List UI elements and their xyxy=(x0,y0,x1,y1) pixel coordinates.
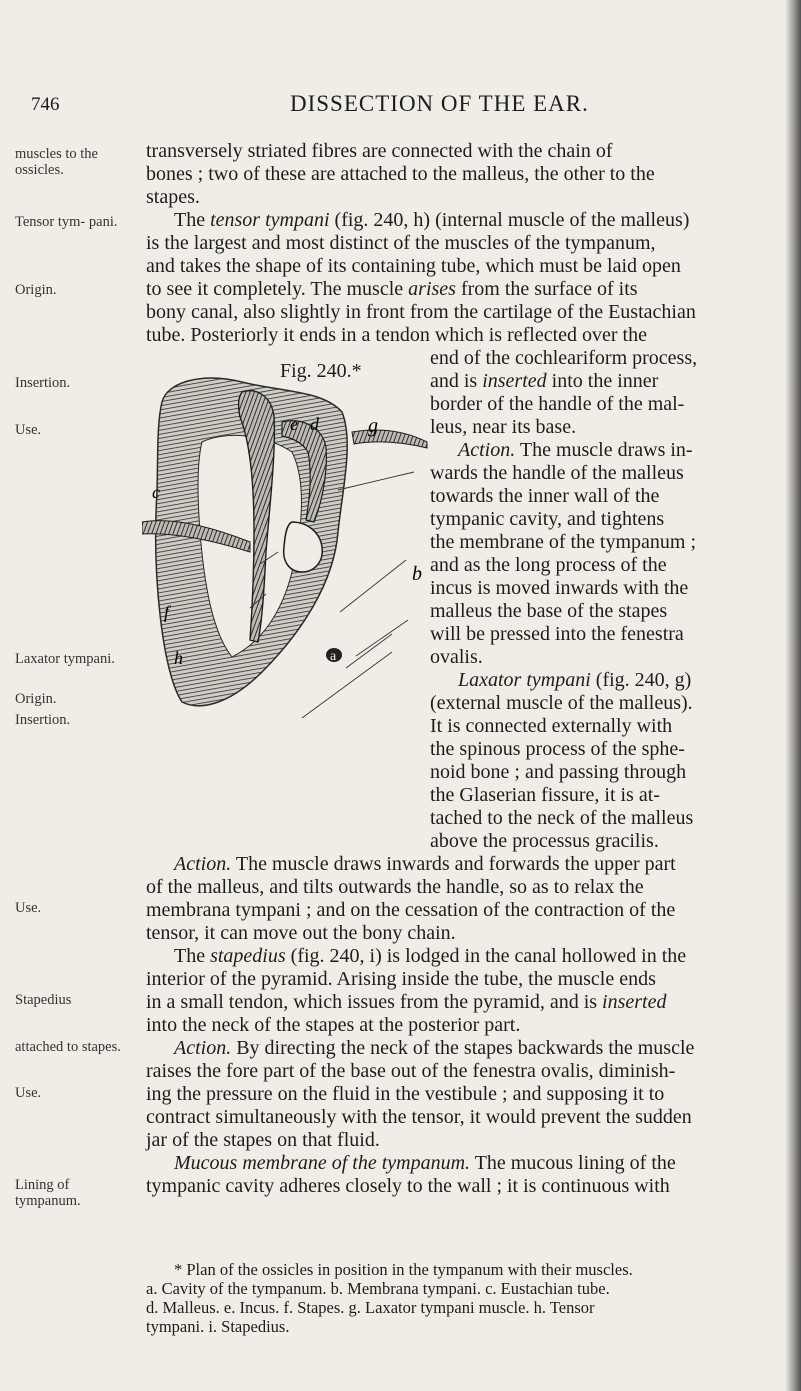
text-line: and as the long process of the xyxy=(430,554,667,576)
margin-note-insertion: Insertion. xyxy=(15,375,71,391)
body-text-bottom xyxy=(146,853,784,1198)
body-text-beside-figure xyxy=(430,347,784,853)
body-text-top xyxy=(146,140,784,347)
text-line: into the neck of the stapes at the posterior part. xyxy=(146,1014,521,1036)
text-line: towards the inner wall of the xyxy=(430,485,660,507)
figure-label-i: i xyxy=(150,701,154,716)
leader-line xyxy=(338,472,414,490)
text-line: the Glaserian fissure, it is at- xyxy=(430,784,660,806)
footnote-line: * Plan of the ossicles in position in the tympanum with their muscles. xyxy=(174,1260,633,1279)
text-line: It is connected externally with xyxy=(430,715,673,737)
text-line: bones ; two of these are attached to the malleus, the other to the xyxy=(146,163,655,185)
text-line: Laxator tympani (fig. 240, g) xyxy=(458,669,692,691)
text-line: contract simultaneously with the tensor, it would prevent the sudden xyxy=(146,1106,692,1128)
footnote xyxy=(146,1260,782,1336)
margin-note-attached-to-stapes: attached to stapes. xyxy=(15,1039,121,1055)
text-line: transversely striated fibres are connected with the chain of xyxy=(146,140,613,162)
text-line: border of the handle of the mal- xyxy=(430,393,685,415)
text-line: to see it completely. The muscle arises from the surface of its xyxy=(146,278,638,300)
text-line: Action. The muscle draws in- xyxy=(458,439,693,461)
text-line: malleus the base of the stapes xyxy=(430,600,668,622)
leader-line xyxy=(356,620,408,656)
text-line: will be pressed into the fenestra xyxy=(430,623,684,645)
figure-label-c: c xyxy=(152,482,160,502)
figure-label-e: e xyxy=(290,414,298,434)
text-line: ing the pressure on the fluid in the vestibule ; and supposing it to xyxy=(146,1083,665,1105)
figure-label-b: b xyxy=(412,563,422,585)
text-line: bony canal, also slightly in front from the cartilage of the Eustachian xyxy=(146,301,696,323)
text-line: tympanic cavity adheres closely to the wall ; it is continuous with xyxy=(146,1175,670,1197)
text-line: raises the fore part of the base out of the fenestra ovalis, diminish- xyxy=(146,1060,676,1082)
figure-label-f: f xyxy=(164,602,170,622)
page-number: 746 xyxy=(31,94,60,115)
footnote-line: d. Malleus. e. Incus. f. Stapes. g. Laxator tympani muscle. h. Tensor xyxy=(146,1298,595,1317)
text-line: above the processus gracilis. xyxy=(430,830,659,852)
footnote-line: a. Cavity of the tympanum. b. Membrana tympani. c. Eustachian tube. xyxy=(146,1279,610,1298)
leader-line xyxy=(340,560,406,612)
text-line: jar of the stapes on that fluid. xyxy=(146,1129,380,1151)
text-line: and takes the shape of its containing tube, which must be laid open xyxy=(146,255,681,277)
figure-label-a: a xyxy=(330,649,337,664)
text-line: Mucous membrane of the tympanum. The mucous lining of the xyxy=(174,1152,676,1174)
text-line: the membrane of the tympanum ; xyxy=(430,531,697,553)
text-line: stapes. xyxy=(146,186,200,208)
text-line: and is inserted into the inner xyxy=(430,370,659,392)
text-line: noid bone ; and passing through xyxy=(430,761,687,783)
margin-note-use-3: Use. xyxy=(15,1085,42,1101)
figure-label-d: d xyxy=(310,414,319,434)
margin-note-stapedius: Stapedius xyxy=(15,992,72,1008)
text-line: tensor, it can move out the bony chain. xyxy=(146,922,456,944)
ossicles-figure xyxy=(142,372,428,718)
laxator-tympani-muscle xyxy=(352,430,427,448)
text-line: is the largest and most distinct of the muscles of the tympanum, xyxy=(146,232,656,254)
figure-label-h: h xyxy=(174,648,183,668)
margin-note-origin-2: Origin. xyxy=(15,691,57,707)
text-line: in a small tendon, which issues from the pyramid, and is inserted xyxy=(146,991,667,1013)
text-line: ovalis. xyxy=(430,646,483,668)
margin-note-muscles-to-ossicles: muscles to the ossicles. xyxy=(15,146,98,178)
text-line: tympanic cavity, and tightens xyxy=(430,508,665,530)
text-line: wards the handle of the malleus xyxy=(430,462,684,484)
margin-note-insertion-2: Insertion. xyxy=(15,712,71,728)
text-line: Action. By directing the neck of the stapes backwards the muscle xyxy=(174,1037,695,1059)
page-edge-shadow xyxy=(785,0,801,1391)
leader-line xyxy=(346,634,392,668)
text-line: tached to the neck of the malleus xyxy=(430,807,694,829)
margin-note-laxator-tympani: Laxator tympani. xyxy=(15,651,115,667)
margin-note-use: Use. xyxy=(15,422,42,438)
leader-line xyxy=(302,652,392,718)
margin-note-lining-of-tympanum: Lining of tympanum. xyxy=(15,1177,81,1209)
margin-note-use-2: Use. xyxy=(15,900,42,916)
text-line: the spinous process of the sphe- xyxy=(430,738,685,760)
margin-note-tensor-tympani: Tensor tym- pani. xyxy=(15,214,118,230)
text-line: The stapedius (fig. 240, i) is lodged in the canal hollowed in the xyxy=(174,945,687,967)
text-line: of the malleus, and tilts outwards the handle, so as to relax the xyxy=(146,876,644,898)
text-line: The tensor tympani (fig. 240, h) (internal muscle of the malleus) xyxy=(174,209,690,231)
text-line: interior of the pyramid. Arising inside the tube, the muscle ends xyxy=(146,968,656,990)
text-line: (external muscle of the malleus). xyxy=(430,692,693,714)
footnote-line: tympani. i. Stapedius. xyxy=(146,1317,290,1336)
text-line: membrana tympani ; and on the cessation of the contraction of the xyxy=(146,899,676,921)
margin-note-origin: Origin. xyxy=(15,282,57,298)
figure-label-g: g xyxy=(368,415,378,437)
text-line: incus is moved inwards with the xyxy=(430,577,689,599)
text-line: tube. Posteriorly it ends in a tendon which is reflected over the xyxy=(146,324,647,346)
figure-caption: Fig. 240.* xyxy=(280,360,362,382)
running-head: DISSECTION OF THE EAR. xyxy=(290,91,589,116)
text-line: end of the cochleariform process, xyxy=(430,347,698,369)
text-line: leus, near its base. xyxy=(430,416,577,438)
text-line: Action. The muscle draws inwards and forwards the upper part xyxy=(174,853,676,875)
